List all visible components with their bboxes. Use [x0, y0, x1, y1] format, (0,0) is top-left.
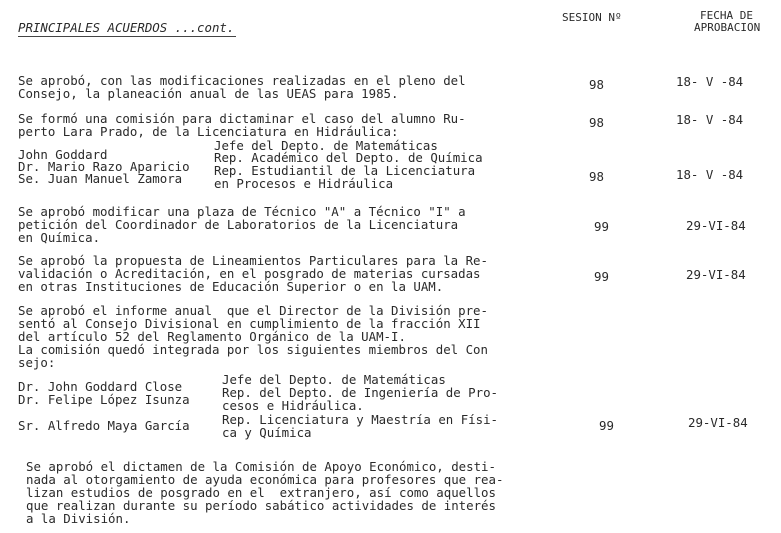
column-header-date-line2: APROBACION	[694, 21, 761, 34]
agreement-text-line: Se aprobó la propuesta de Lineamientos Particulares para la Re-	[18, 253, 488, 268]
agreement-text-line: La comisión quedó integrada por los siguientes miembros del Con	[18, 342, 488, 357]
agreement-text-line: Se aprobó el informe anual que el Director de la División pre-	[18, 303, 488, 318]
agreement-text-line: Consejo, la planeación anual de las UEAS para 1985.	[18, 86, 399, 101]
member-role: Jefe del Depto. de Matemáticas	[222, 372, 446, 387]
member-role: Rep. del Depto. de Ingeniería de Pro-	[222, 385, 499, 400]
column-header-date-line1: FECHA DE	[700, 9, 753, 22]
agreement-text-line: Se formó una comisión para dictaminar el caso del alumno Ru-	[18, 111, 466, 126]
approval-date: 18- V -84	[676, 74, 744, 89]
agreement-text-line: perto Lara Prado, de la Licenciatura en Hidráulica:	[18, 124, 399, 139]
agreement-text-line: Se aprobó el dictamen de la Comisión de Apoyo Económico, desti-	[26, 459, 496, 474]
agreement-text-line: nada al otorgamiento de ayuda económica para profesores que rea-	[26, 472, 504, 487]
agreement-text-line: lizan estudios de posgrado en el extranjero, así como aquellos	[26, 485, 496, 500]
member-name: Dr. Felipe López Isunza	[18, 392, 190, 407]
agreement-text-line: a la División.	[26, 511, 131, 526]
member-name: Se. Juan Manuel Zamora	[18, 171, 183, 186]
agreement-text-line: sentó al Consejo Divisional en cumplimiento de la fracción XII	[18, 316, 481, 331]
approval-date: 18- V -84	[676, 167, 744, 182]
member-name: Dr. John Goddard Close	[18, 379, 183, 394]
approval-date: 29-VI-84	[686, 218, 746, 233]
member-role: ca y Química	[222, 425, 312, 440]
member-name: Sr. Alfredo Maya García	[18, 418, 190, 433]
member-name: Dr. Mario Razo Aparicio	[18, 159, 190, 174]
member-name: John Goddard	[18, 147, 108, 162]
agreement-text-line: del artículo 52 del Reglamento Orgánico de la UAM-I.	[18, 329, 406, 344]
member-role: Rep. Licenciatura y Maestría en Físi-	[222, 412, 499, 427]
title-underline	[18, 36, 236, 37]
column-header-session: SESION Nº	[562, 11, 622, 24]
approval-date: 18- V -84	[676, 112, 744, 127]
approval-date: 29-VI-84	[686, 267, 746, 282]
session-number: 99	[594, 219, 609, 234]
session-number: 98	[589, 77, 604, 92]
agreement-text-line: Se aprobó modificar una plaza de Técnico "A" a Técnico "I" a	[18, 204, 466, 219]
session-number: 98	[589, 169, 604, 184]
member-role: Rep. Estudiantil de la Licenciatura	[214, 163, 476, 178]
agreement-text-line: sejo:	[18, 355, 56, 370]
session-number: 99	[599, 418, 614, 433]
session-number: 98	[589, 115, 604, 130]
agreement-text-line: en Química.	[18, 230, 101, 245]
session-number: 99	[594, 269, 609, 284]
agreement-text-line: en otras Instituciones de Educación Superior o en la UAM.	[18, 279, 444, 294]
agreement-text-line: que realizan durante su período sabático actividades de interés	[26, 498, 496, 513]
agreement-text-line: petición del Coordinador de Laboratorios de la Licenciatura	[18, 217, 459, 232]
page-title: PRINCIPALES ACUERDOS ...cont.	[18, 20, 235, 35]
member-role: Rep. Académico del Depto. de Química	[214, 150, 483, 165]
member-role: Jefe del Depto. de Matemáticas	[214, 138, 438, 153]
agreement-text-line: validación o Acreditación, en el posgrado de materias cursadas	[18, 266, 481, 281]
member-role: en Procesos e Hidráulica	[214, 176, 394, 191]
agreement-text-line: Se aprobó, con las modificaciones realizadas en el pleno del	[18, 73, 466, 88]
member-role: cesos e Hidráulica.	[222, 398, 364, 413]
approval-date: 29-VI-84	[688, 415, 748, 430]
